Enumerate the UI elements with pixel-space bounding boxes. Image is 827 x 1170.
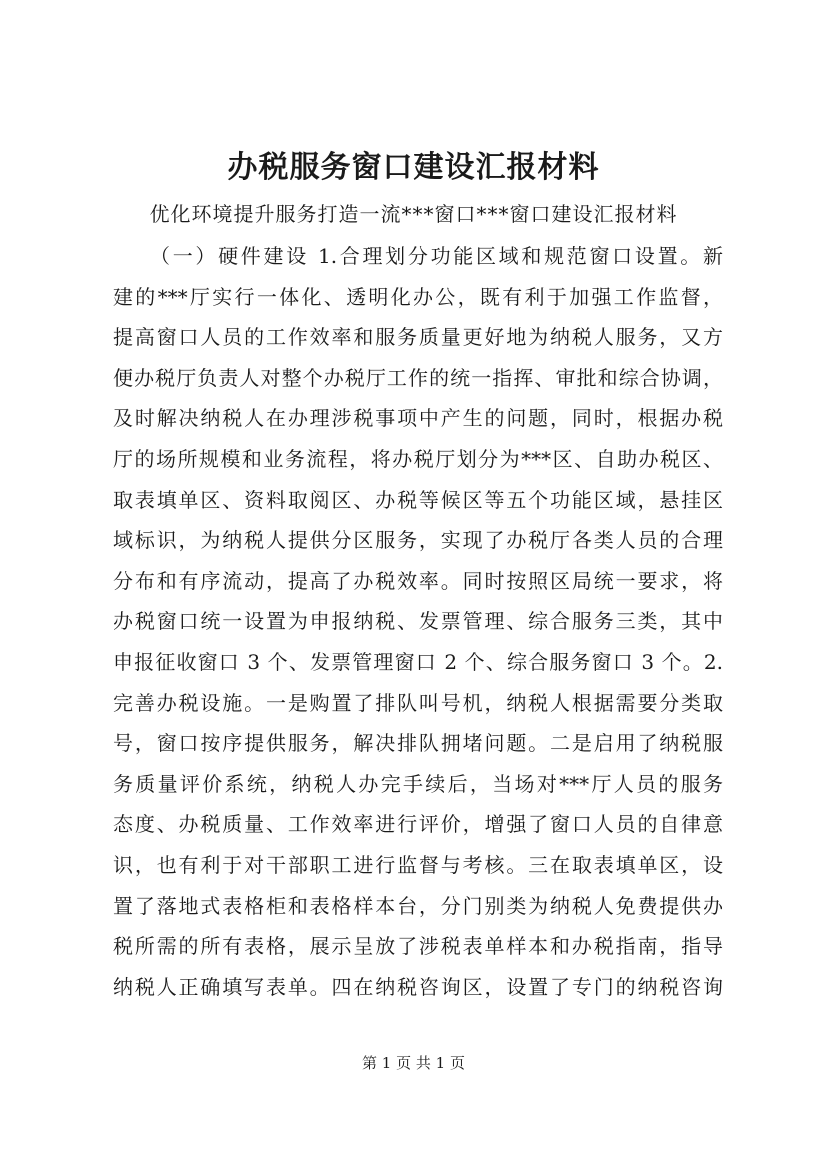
text-line: 识，也有利于对干部职工进行监督与考核。三在取表填单区，设 [113, 853, 723, 877]
text-line: （一）硬件建设 1.合理划分功能区域和规范窗口设置。新 [150, 244, 723, 268]
text-line: 号，窗口按序提供服务，解决排队拥堵问题。二是启用了纳税服 [113, 731, 723, 756]
text-line: 务质量评价系统，纳税人办完手续后，当场对***厅人员的服务 [113, 771, 723, 796]
text-line: 完善办税设施。一是购置了排队叫号机，纳税人根据需要分类取 [113, 690, 723, 715]
text-line: 置了落地式表格柜和表格样本台，分门别类为纳税人免费提供办 [113, 893, 723, 918]
text-line: 分布和有序流动，提高了办税效率。同时按照区局统一要求，将 [113, 568, 723, 593]
text-line: 及时解决纳税人在办理涉税事项中产生的问题，同时，根据办税 [113, 406, 723, 431]
page-footer: 第 1 页 共 1 页 [362, 1054, 465, 1072]
text-line: 提高窗口人员的工作效率和服务质量更好地为纳税人服务，又方 [113, 325, 723, 350]
text-line: 纳税人正确填写表单。四在纳税咨询区，设置了专门的纳税咨询 [113, 974, 723, 999]
text-line: 申报征收窗口 3 个、发票管理窗口 2 个、综合服务窗口 3 个。2. [113, 650, 723, 674]
document-title: 办税服务窗口建设汇报材料 [227, 150, 600, 185]
text-line: 厅的场所规模和业务流程，将办税厅划分为***区、自助办税区、 [113, 447, 723, 471]
document-subtitle: 优化环境提升服务打造一流***窗口***窗口建设汇报材料 [149, 202, 678, 226]
text-line: 域标识，为纳税人提供分区服务，实现了办税厅各类人员的合理 [113, 528, 723, 553]
text-line: 取表填单区、资料取阅区、办税等候区等五个功能区域，悬挂区 [113, 487, 723, 512]
text-line: 税所需的所有表格，展示呈放了涉税表单样本和办税指南，指导 [113, 934, 723, 959]
text-line: 态度、办税质量、工作效率进行评价，增强了窗口人员的自律意 [113, 812, 723, 837]
text-line: 建的***厅实行一体化、透明化办公，既有利于加强工作监督， [113, 284, 723, 309]
text-line: 便办税厅负责人对整个办税厅工作的统一指挥、审批和综合协调， [113, 365, 723, 390]
text-line: 办税窗口统一设置为申报纳税、发票管理、综合服务三类，其中 [113, 609, 723, 634]
